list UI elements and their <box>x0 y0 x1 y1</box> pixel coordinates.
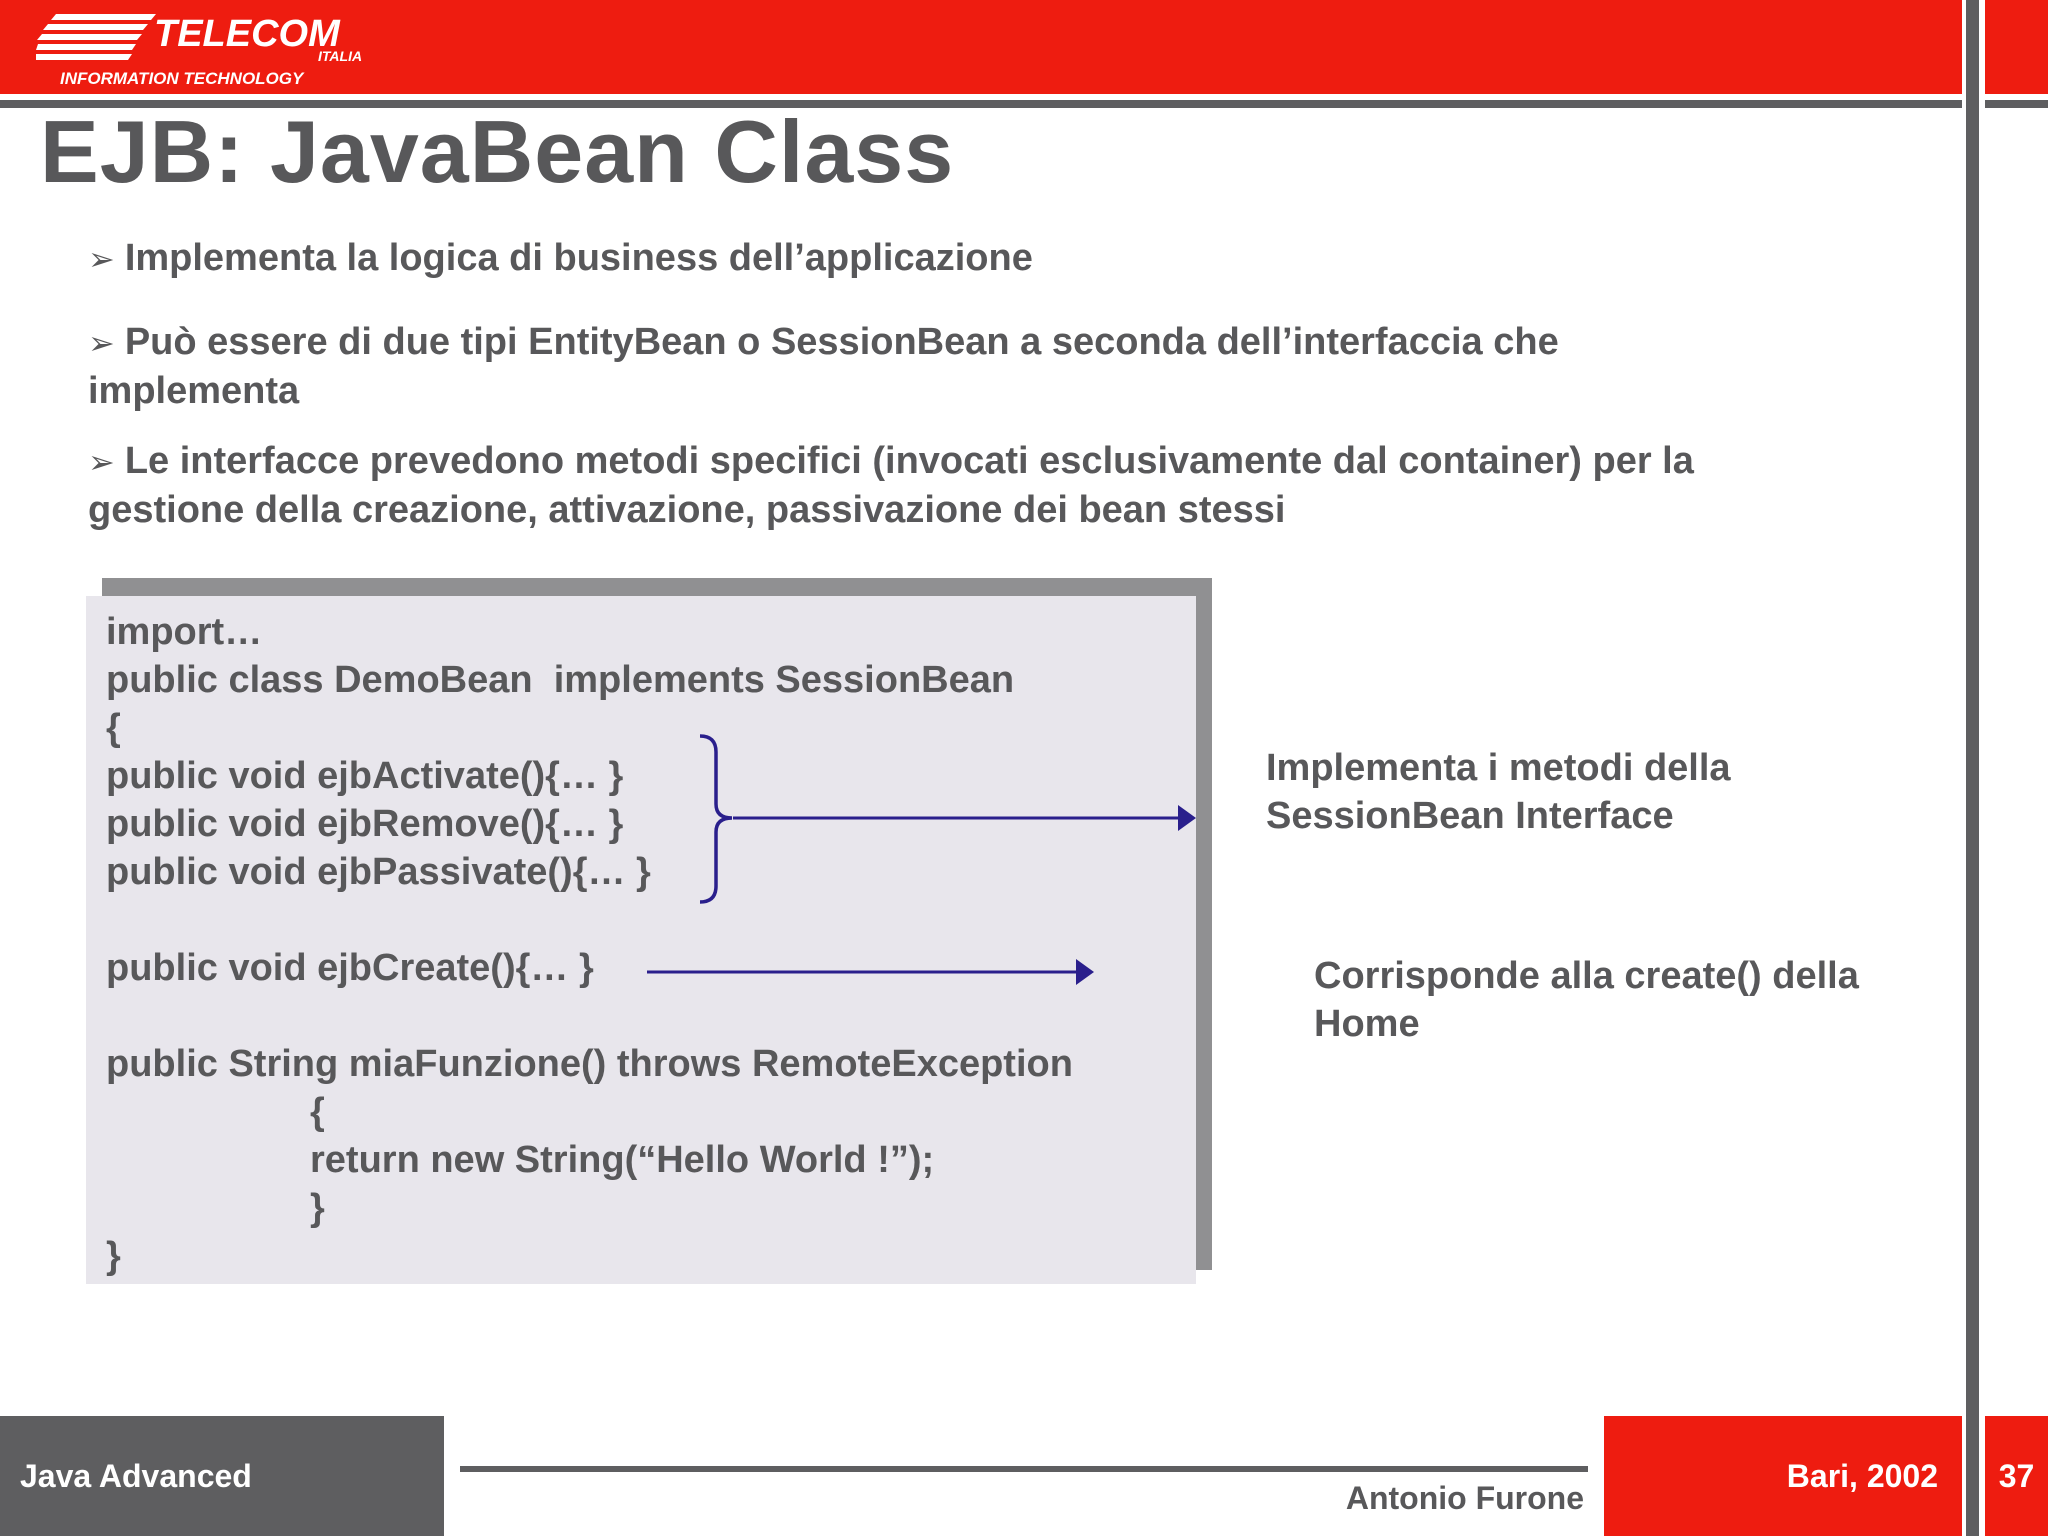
bullet-arrow-icon: ➢ <box>88 241 115 277</box>
bullet-text-continued: implementa <box>88 370 300 412</box>
bullet-item <box>88 234 1808 283</box>
code-line-ejb-remove: public void ejbRemove(){… } <box>106 803 624 845</box>
code-line-open-brace: { <box>106 707 121 749</box>
svg-text:TELECOM: TELECOM <box>154 13 340 55</box>
bullet-item <box>88 318 1808 415</box>
header-rule-right <box>1985 100 2048 108</box>
bullet-arrow-icon: ➢ <box>88 325 115 361</box>
code-line-return: return new String(“Hello World !”); <box>310 1139 935 1181</box>
code-line-ejb-activate: public void ejbActivate(){… } <box>106 755 624 797</box>
note-line: Home <box>1314 1003 1420 1045</box>
author-name: Antonio Furone <box>1345 1480 1584 1516</box>
note-line: Corrisponde alla create() della <box>1314 955 1859 997</box>
code-line-class-close-brace: } <box>106 1235 121 1277</box>
bullet-text: Può essere di due tipi EntityBean o SessionBean a seconda dell’interfaccia che <box>124 321 1559 363</box>
code-line-method-close-brace: } <box>310 1187 325 1229</box>
header-bar-right <box>1985 0 2048 94</box>
bullet-text-continued: gestione della creazione, attivazione, passivazione dei bean stessi <box>88 489 1286 531</box>
page-number: 37 <box>1998 1458 2035 1494</box>
note-session-bean-interface <box>1266 744 1731 840</box>
code-line-ejb-create: public void ejbCreate(){… } <box>106 947 594 989</box>
place-date: Bari, 2002 <box>1786 1458 1938 1494</box>
svg-text:INFORMATION TECHNOLOGY: INFORMATION TECHNOLOGY <box>60 69 304 88</box>
code-line-mia-funzione: public String miaFunzione() throws RemoteException <box>106 1043 1073 1085</box>
vertical-divider <box>1966 0 1979 1536</box>
footer-divider <box>460 1466 1588 1472</box>
code-line-import: import… <box>106 611 263 653</box>
note-create-home <box>1314 952 1859 1048</box>
bullet-item <box>88 437 1808 534</box>
telecom-italia-logo <box>36 6 376 90</box>
bullet-text: Le interfacce prevedono metodi specifici (invocati esclusivamente dal container) per la <box>124 440 1694 482</box>
code-line-method-open-brace: { <box>310 1091 325 1133</box>
code-line-class-declaration: public class DemoBean implements SessionBean <box>106 659 1015 701</box>
code-line-ejb-passivate: public void ejbPassivate(){… } <box>106 851 651 893</box>
bullet-text: Implementa la logica di business dell’applicazione <box>124 237 1033 279</box>
page-title: EJB: JavaBean Class <box>40 102 955 201</box>
note-line: SessionBean Interface <box>1266 795 1674 837</box>
svg-text:ITALIA: ITALIA <box>318 48 363 64</box>
bullet-arrow-icon: ➢ <box>88 444 115 480</box>
course-label: Java Advanced <box>20 1458 252 1494</box>
note-line: Implementa i metodi della <box>1266 747 1731 789</box>
